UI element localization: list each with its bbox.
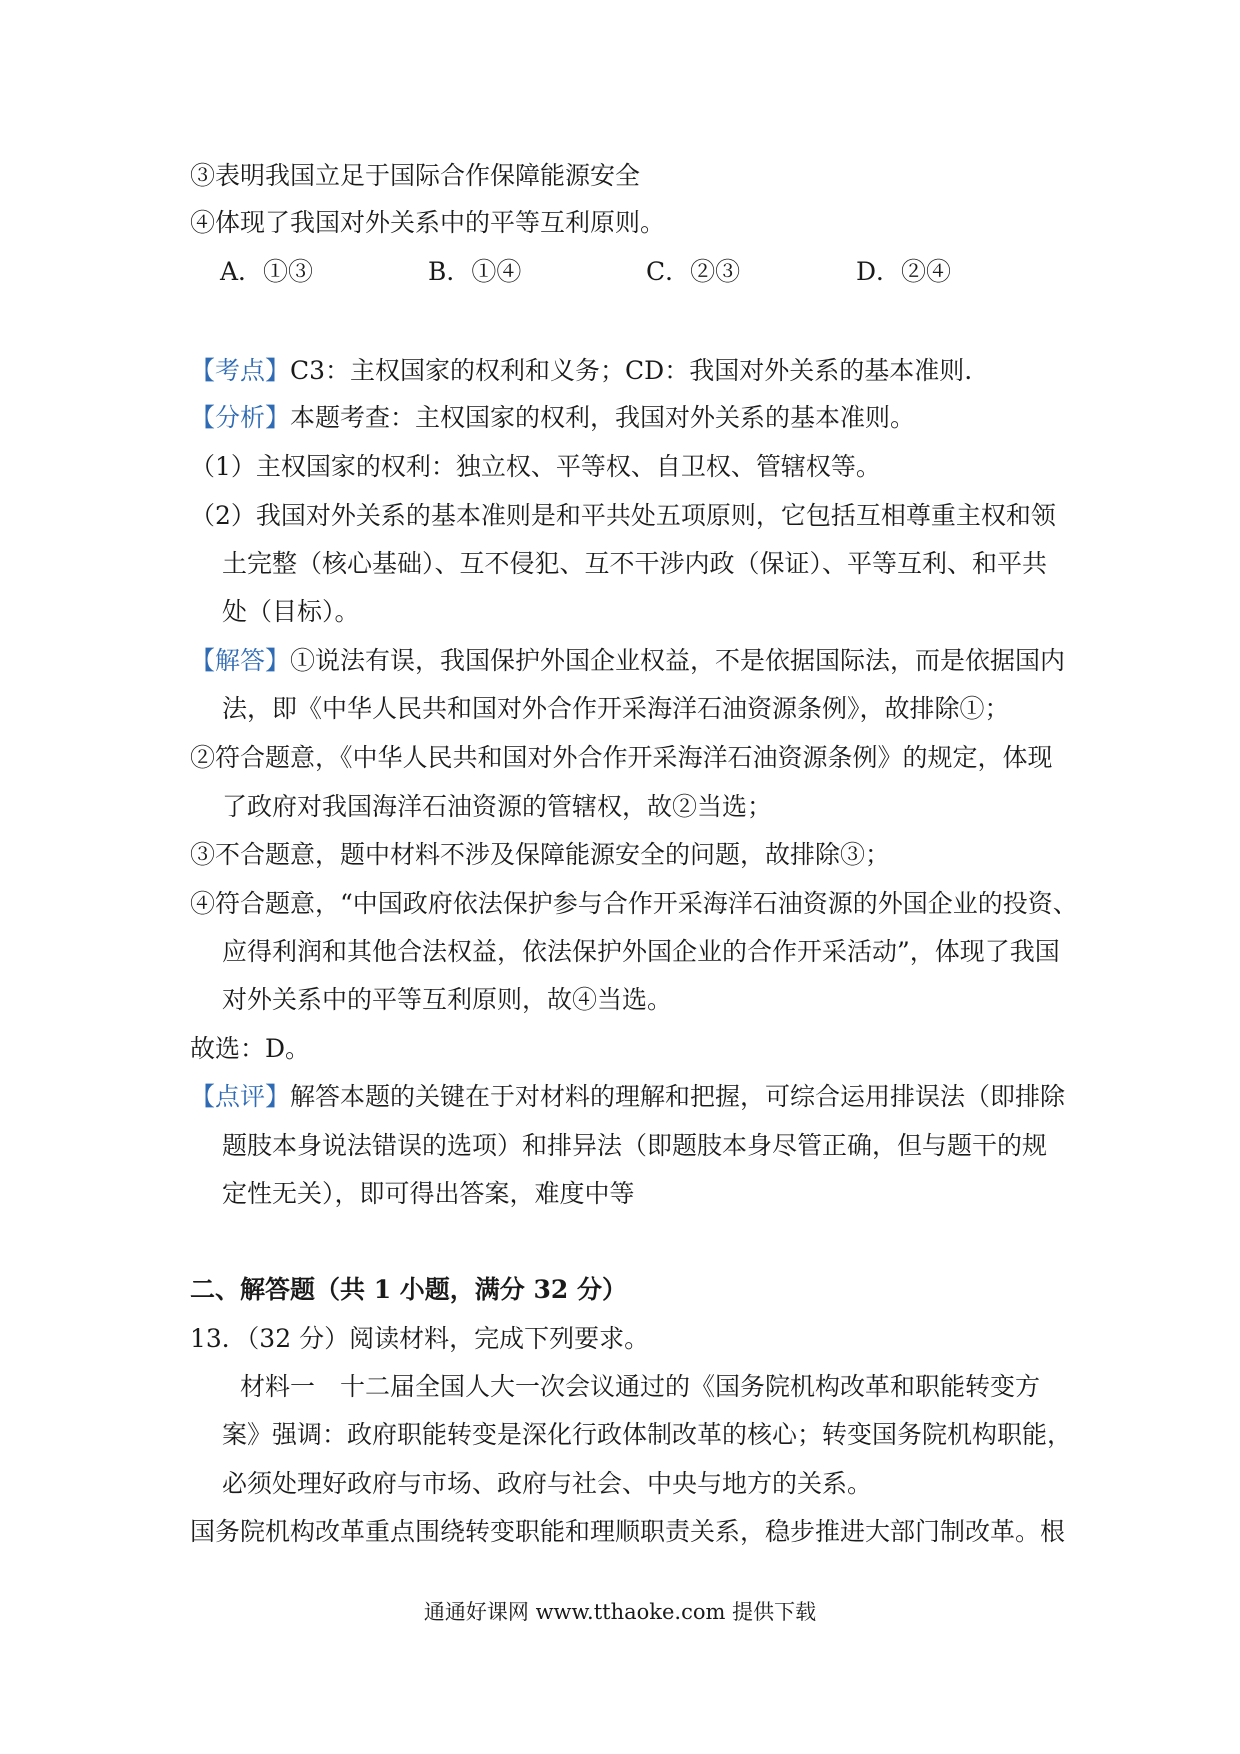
jieda-line-7: 应得利润和其他合法权益，依法保护外国企业的合作开采活动”，体现了我国 [222,937,1060,966]
fenxi-point-2-cont: 土完整（核心基础）、互不侵犯、互不干涉内政（保证）、平等互利、和平共 [222,549,1048,578]
jieda-first: ①说法有误，我国保护外国企业权益，不是依据国际法，而是依据国内 [290,646,1066,675]
jieda-line [190,645,1065,677]
question-13: 13．（32 分）阅读材料，完成下列要求。 [190,1324,650,1353]
fenxi-point-2: （2）我国对外关系的基本准则是和平共处五项原则，它包括互相尊重主权和领 [190,501,1056,530]
kaodian-text: C3：主权国家的权利和义务；CD：我国对外关系的基本准则. [290,356,973,385]
fenxi-line [190,402,915,434]
choice-a: A．①③ [220,257,314,286]
choice-d: D．②④ [856,257,952,286]
section2-heading: 二、解答题（共 1 小题，满分 32 分） [190,1275,628,1304]
dianping-line [190,1081,1065,1113]
jieda-line-6: ④符合题意，“中国政府依法保护参与合作开采海洋石油资源的外国企业的投资、 [190,889,1078,918]
material-line-3: 必须处理好政府与市场、政府与社会、中央与地方的关系。 [222,1469,873,1498]
dianping-line-2: 题肢本身说法错误的选项）和排异法（即题肢本身尽管正确，但与题干的规 [222,1131,1048,1160]
jieda-line-2: 法，即《中华人民共和国对外合作开采海洋石油资源条例》，故排除①； [222,694,1010,723]
jieda-answer: 故选：D。 [190,1034,311,1063]
fenxi-point-2-end: 处（目标）。 [222,597,360,626]
dianping-line-3: 定性无关），即可得出答案，难度中等 [222,1179,635,1208]
fenxi-text: 本题考查：主权国家的权利，我国对外关系的基本准则。 [290,403,916,432]
option-line-3: ③表明我国立足于国际合作保障能源安全 [190,161,641,190]
fenxi-point-1: （1）主权国家的权利：独立权、平等权、自卫权、管辖权等。 [190,452,881,481]
kaodian-line [190,355,972,387]
option-line-4: ④体现了我国对外关系中的平等互利原则。 [190,208,666,237]
fenxi-tag: 【分析】 [190,403,291,432]
choice-c: C．②③ [646,257,741,286]
jieda-line-5: ③不合题意，题中材料不涉及保障能源安全的问题，故排除③； [190,840,891,869]
material-line-4: 国务院机构改革重点围绕转变职能和理顺职责关系，稳步推进大部门制改革。根 [190,1517,1066,1546]
jieda-line-3: ②符合题意，《中华人民共和国对外合作开采海洋石油资源条例》的规定，体现 [190,743,1053,772]
material-line-1: 材料一 十二届全国人大一次会议通过的《国务院机构改革和职能转变方 [240,1372,1041,1401]
dianping-tag: 【点评】 [190,1082,291,1111]
jieda-line-4: 了政府对我国海洋石油资源的管辖权，故②当选； [222,792,773,821]
page-footer: 通通好课网 www.tthaoke.com 提供下载 [423,1600,817,1624]
kaodian-tag: 【考点】 [190,356,291,385]
jieda-line-8: 对外关系中的平等互利原则，故④当选。 [222,985,673,1014]
choice-b: B．①④ [428,257,522,286]
jieda-tag: 【解答】 [190,646,291,675]
material-line-2: 案》强调：政府职能转变是深化行政体制改革的核心；转变国务院机构职能， [222,1420,1073,1449]
dianping-first: 解答本题的关键在于对材料的理解和把握，可综合运用排误法（即排除 [290,1082,1066,1111]
